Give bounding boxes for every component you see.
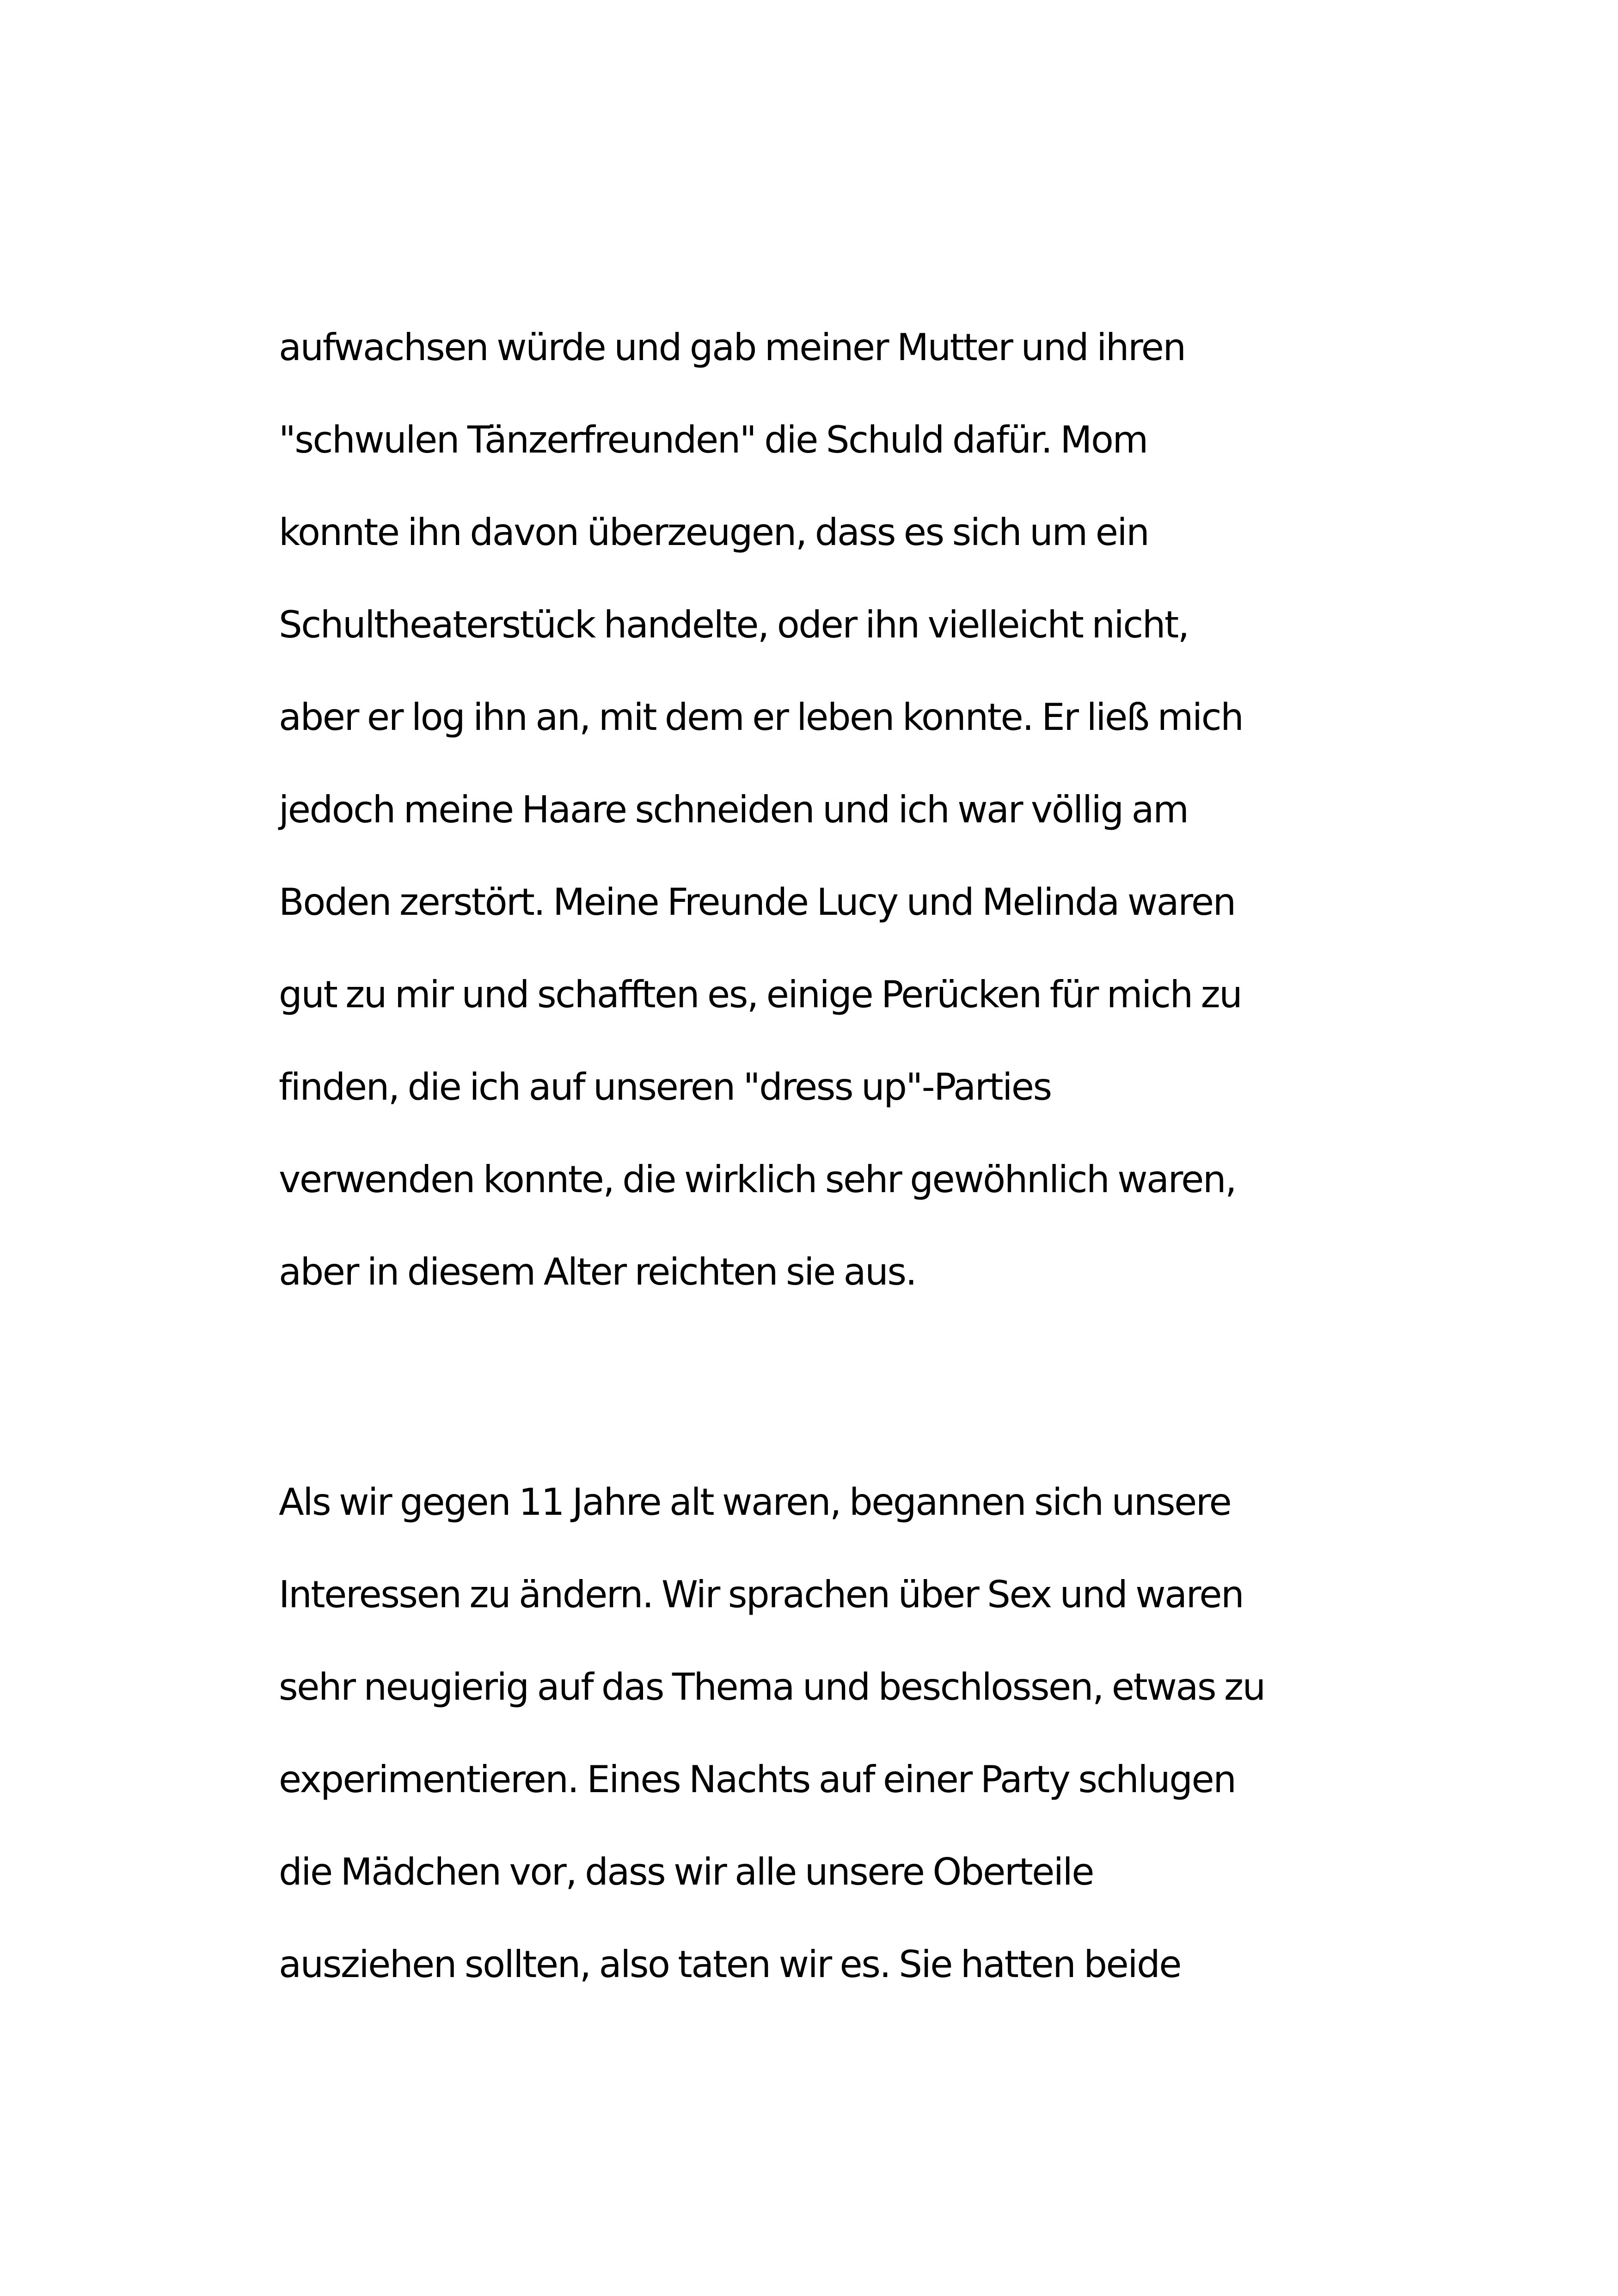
- text-line: Schultheaterstück handelte, oder ihn vielleicht nicht,: [279, 603, 1189, 646]
- text-line: Als wir gegen 11 Jahre alt waren, begannen sich unsere: [279, 1481, 1231, 1524]
- text-line: aufwachsen würde und gab meiner Mutter und ihren: [279, 326, 1185, 369]
- text-line: aber er log ihn an, mit dem er leben konnte. Er ließ mich: [279, 696, 1243, 739]
- text-line: sehr neugierig auf das Thema und beschlossen, etwas zu: [279, 1665, 1265, 1708]
- text-line: verwenden konnte, die wirklich sehr gewöhnlich waren,: [279, 1158, 1236, 1201]
- text-line: konnte ihn davon überzeugen, dass es sich um ein: [279, 511, 1149, 554]
- text-line: experimentieren. Eines Nachts auf einer Party schlugen: [279, 1758, 1236, 1801]
- text-line: finden, die ich auf unseren "dress up"-Parties: [279, 1065, 1051, 1108]
- paragraph-2: [279, 1456, 1388, 2011]
- text-line: "schwulen Tänzerfreunden" die Schuld dafür. Mom: [279, 418, 1147, 461]
- text-line: ausziehen sollten, also taten wir es. Sie hatten beide: [279, 1943, 1181, 1986]
- text-line: aber in diesem Alter reichten sie aus.: [279, 1250, 916, 1293]
- text-line: Boden zerstört. Meine Freunde Lucy und Melinda waren: [279, 881, 1235, 924]
- paragraph-1: [279, 301, 1388, 1318]
- text-line: gut zu mir und schafften es, einige Perücken für mich zu: [279, 973, 1242, 1016]
- text-line: jedoch meine Haare schneiden und ich war völlig am: [279, 788, 1188, 831]
- text-line: Interessen zu ändern. Wir sprachen über Sex und waren: [279, 1573, 1244, 1616]
- text-line: die Mädchen vor, dass wir alle unsere Oberteile: [279, 1850, 1093, 1893]
